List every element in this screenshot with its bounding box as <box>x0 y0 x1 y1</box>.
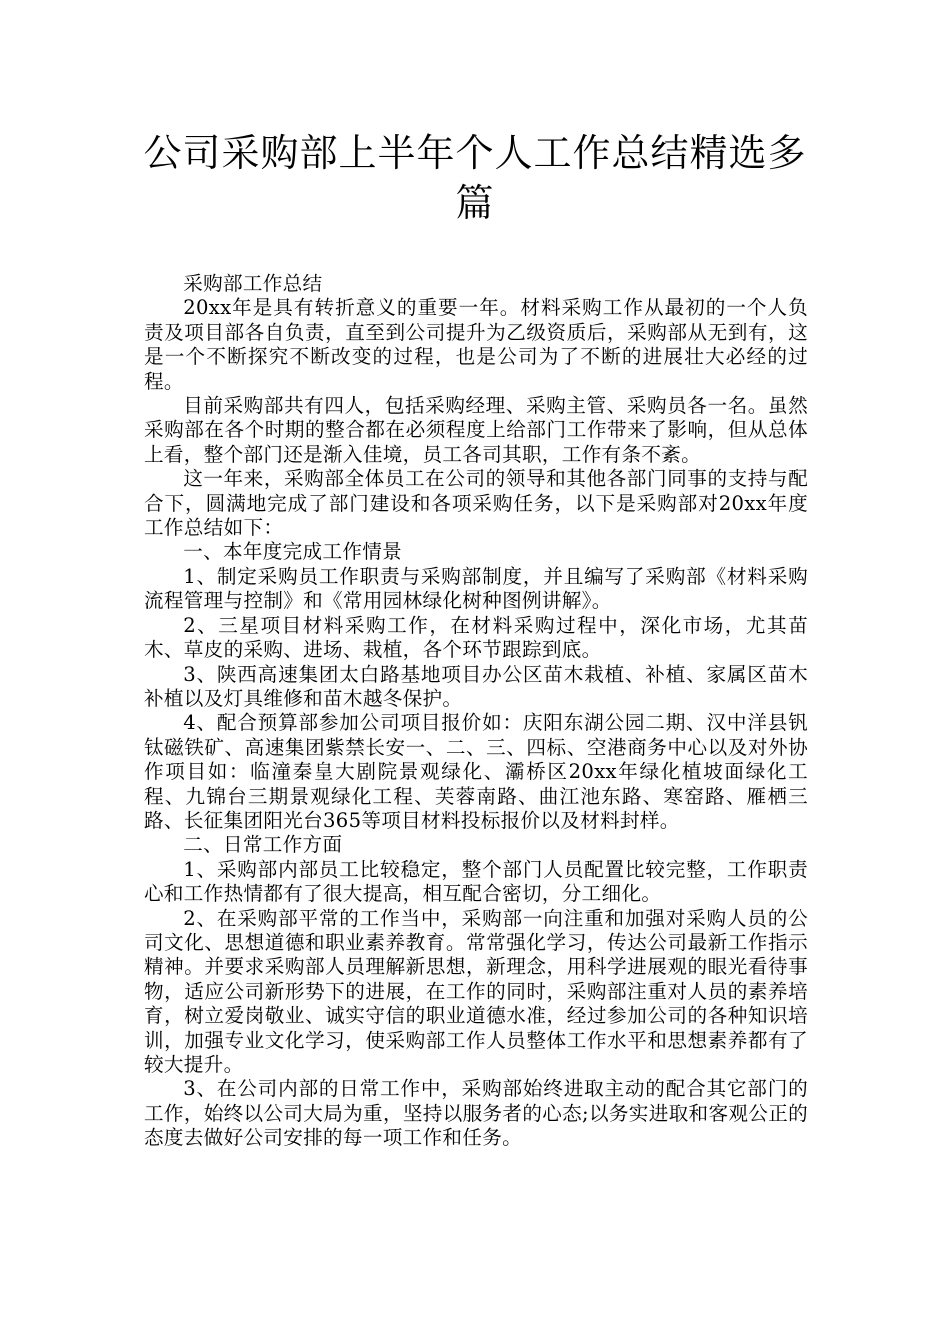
paragraph: 4、配合预算部参加公司项目报价如：庆阳东湖公园二期、汉中洋县钒钛磁铁矿、高速集团紫禁长安一、二、三、四标、空港商务中心以及对外协作项目如：临潼秦皇大剧院景观绿化、灞桥区20xx年绿化植坡面绿化工程、九锦台三期景观绿化工程、芙蓉南路、曲江池东路、寒窑路、雁栖三路、长征集团阳光台365等项目材料投标报价以及材料封样。 <box>144 711 808 832</box>
section-heading: 二、日常工作方面 <box>183 833 343 857</box>
paragraph-heading: 采购部工作总结 <box>183 272 323 295</box>
paragraph: 2、三星项目材料采购工作，在材料采购过程中，深化市场，尤其苗木、草皮的采购、进场、栽植，各个环节跟踪到底。 <box>144 613 808 662</box>
document-title <box>130 128 820 228</box>
paragraph: 3、陕西高速集团太白路基地项目办公区苗木栽植、补植、家属区苗木补植以及灯具维修和苗木越冬保护。 <box>144 662 808 710</box>
paragraph: 这一年来，采购部全体员工在公司的领导和其他各部门同事的支持与配合下，圆满地完成了部门建设和各项采购任务，以下是采购部对20xx年度工作总结如下： <box>144 467 808 540</box>
title-line-1: 公司采购部上半年个人工作总结精选多 <box>143 131 807 175</box>
paragraph: 1、制定采购员工作职责与采购部制度，并且编写了采购部《材料采购流程管理与控制》和《常用园林绿化树种图例讲解》。 <box>144 564 808 613</box>
title-line-2: 篇 <box>455 181 495 225</box>
document-body <box>144 272 808 1151</box>
paragraph: 2、在采购部平常的工作当中，采购部一向注重和加强对采购人员的公司文化、思想道德和职业素养教育。常常强化学习，传达公司最新工作指示精神。并要求采购部人员理解新思想，新理念，用科学进展观的眼光看待事物，适应公司新形势下的进展，在工作的同时，采购部注重对人员的素养培育，树立爱岗敬业、诚实守信的职业道德水准，经过参加公司的各种知识培训，加强专业文化学习，使采购部工作人员整体工作水平和思想素养都有了较大提升。 <box>144 906 808 1076</box>
paragraph: 20xx年是具有转折意义的重要一年。材料采购工作从最初的一个人负责及项目部各自负责，直至到公司提升为乙级资质后，采购部从无到有，这是一个不断探究不断改变的过程，也是公司为了不断的进展壮大必经的过程。 <box>144 296 808 393</box>
paragraph: 1、采购部内部员工比较稳定，整个部门人员配置比较完整，工作职责心和工作热情都有了很大提高，相互配合密切，分工细化。 <box>144 857 808 906</box>
paragraph: 目前采购部共有四人，包括采购经理、采购主管、采购员各一名。虽然采购部在各个时期的整合都在必须程度上给部门工作带来了影响，但从总体上看，整个部门还是渐入佳境，员工各司其职，工作有条不紊。 <box>144 394 808 466</box>
paragraph: 3、在公司内部的日常工作中，采购部始终进取主动的配合其它部门的工作，始终以公司大局为重，坚持以服务者的心态;以务实进取和客观公正的态度去做好公司安排的每一项工作和任务。 <box>144 1077 808 1150</box>
section-heading: 一、本年度完成工作情景 <box>183 540 403 564</box>
